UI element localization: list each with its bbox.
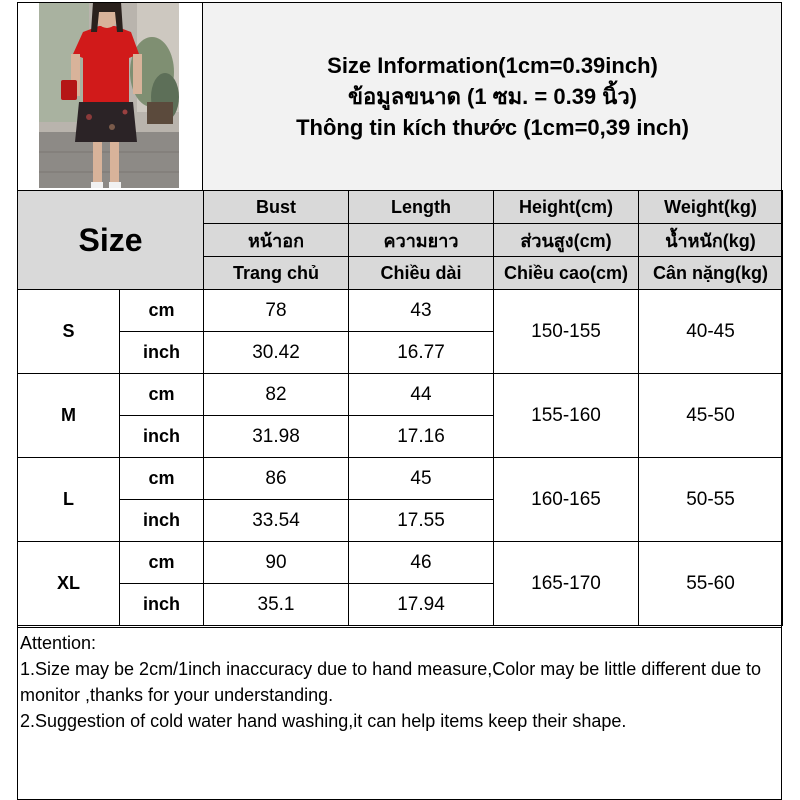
length-inch: 17.55 (349, 500, 494, 542)
length-inch: 17.94 (349, 584, 494, 626)
bust-cm: 90 (204, 542, 349, 584)
height-range: 150-155 (494, 290, 639, 374)
size-chart (17, 2, 782, 800)
header-line-thai: ข้อมูลขนาด (1 ซม. = 0.39 นิ้ว) (347, 83, 637, 109)
unit-inch: inch (120, 584, 204, 626)
bust-header-vi: Trang chủ (204, 257, 349, 290)
length-inch: 16.77 (349, 332, 494, 374)
bust-inch: 31.98 (204, 416, 349, 458)
header-line-vietnamese: Thông tin kích thước (1cm=0,39 inch) (296, 114, 689, 140)
unit-cm: cm (120, 290, 204, 332)
table-row (18, 290, 783, 332)
size-table (17, 190, 783, 626)
size-column-header: Size (18, 191, 204, 290)
length-inch: 17.16 (349, 416, 494, 458)
length-header-th: ความยาว (349, 224, 494, 257)
note-washing: 2.Suggestion of cold water hand washing,it can help items keep their shape. (20, 711, 627, 731)
weight-header-vi: Cân nặng(kg) (639, 257, 783, 290)
length-cm: 45 (349, 458, 494, 500)
bust-header-th: หน้าอก (204, 224, 349, 257)
size-information-header (203, 2, 782, 190)
height-header-vi: Chiều cao(cm) (494, 257, 639, 290)
table-row (18, 542, 783, 584)
length-header-en: Length (349, 191, 494, 224)
weight-range: 50-55 (639, 458, 783, 542)
bust-cm: 82 (204, 374, 349, 416)
table-row (18, 458, 783, 500)
bust-inch: 33.54 (204, 500, 349, 542)
bust-cm: 78 (204, 290, 349, 332)
note-size-accuracy: 1.Size may be 2cm/1inch inaccuracy due to hand measure,Color may be little different due to monitor ,thanks for your understanding. (20, 659, 762, 705)
size-label-l: L (18, 458, 120, 542)
unit-inch: inch (120, 500, 204, 542)
size-label-m: M (18, 374, 120, 458)
unit-cm: cm (120, 458, 204, 500)
bust-header-en: Bust (204, 191, 349, 224)
height-range: 160-165 (494, 458, 639, 542)
bust-inch: 30.42 (204, 332, 349, 374)
length-cm: 46 (349, 542, 494, 584)
notes-title: Attention: (20, 633, 97, 653)
size-label-s: S (18, 290, 120, 374)
height-range: 155-160 (494, 374, 639, 458)
height-range: 165-170 (494, 542, 639, 626)
weight-header-th: น้ำหนัก(kg) (639, 224, 783, 257)
length-header-vi: Chiều dài (349, 257, 494, 290)
unit-inch: inch (120, 332, 204, 374)
height-header-th: ส่วนสูง(cm) (494, 224, 639, 257)
unit-cm: cm (120, 374, 204, 416)
attention-notes (17, 627, 782, 800)
height-header-en: Height(cm) (494, 191, 639, 224)
weight-header-en: Weight(kg) (639, 191, 783, 224)
unit-cm: cm (120, 542, 204, 584)
bust-cm: 86 (204, 458, 349, 500)
weight-range: 45-50 (639, 374, 783, 458)
header-row-english (18, 191, 783, 224)
bust-inch: 35.1 (204, 584, 349, 626)
header-line-english: Size Information(1cm=0.39inch) (327, 52, 658, 78)
product-photo (17, 2, 203, 190)
length-cm: 43 (349, 290, 494, 332)
unit-inch: inch (120, 416, 204, 458)
length-cm: 44 (349, 374, 494, 416)
weight-range: 40-45 (639, 290, 783, 374)
weight-range: 55-60 (639, 542, 783, 626)
table-row (18, 374, 783, 416)
model-image (17, 2, 202, 190)
size-label-xl: XL (18, 542, 120, 626)
